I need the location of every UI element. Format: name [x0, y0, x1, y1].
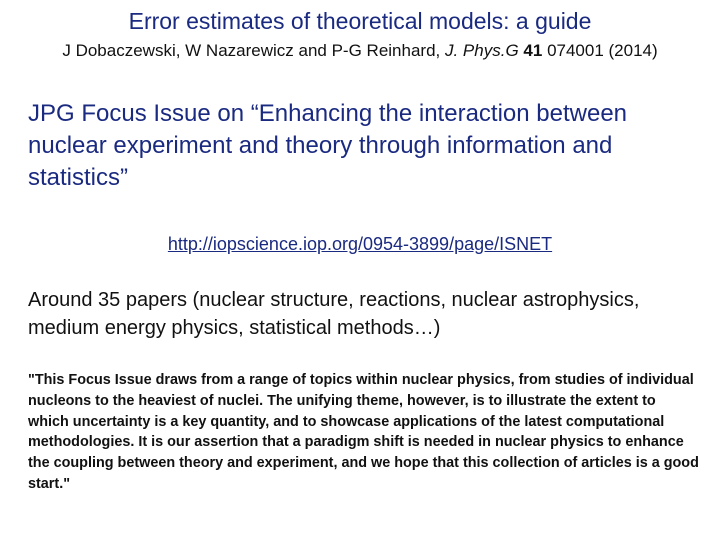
citation [0, 40, 720, 62]
citation-journal: J. Phys.G [444, 41, 519, 60]
citation-authors: J Dobaczewski, W Nazarewicz and P-G Reinhard, [62, 41, 445, 60]
papers-summary: Around 35 papers (nuclear structure, reactions, nuclear astrophysics, medium energy physics, statistical methods…) [28, 289, 640, 339]
focus-issue-quote: "This Focus Issue draws from a range of topics within nuclear physics, from studies of individual nucleons to the heaviest of nuclei. The unifying theme, however, is to illustrate the extent to which uncertainty is a key quantity, and to showcase applications of the latest computational methodologies. It is our assertion that a paradigm shift is needed in nuclear physics to enhance the coupling between theory and experiment, and we hope that this collection of articles is a good start." [28, 372, 699, 492]
citation-article-year: 074001 (2014) [547, 41, 658, 60]
slide-title: Error estimates of theoretical models: a guide [128, 8, 592, 34]
link-container [0, 232, 720, 256]
citation-volume: 41 [523, 41, 543, 60]
isnet-link[interactable]: http://iopscience.iop.org/0954-3899/page/ISNET [167, 234, 553, 254]
focus-issue-text: JPG Focus Issue on “Enhancing the interaction between nuclear experiment and theory through information and statistics” [28, 100, 628, 191]
